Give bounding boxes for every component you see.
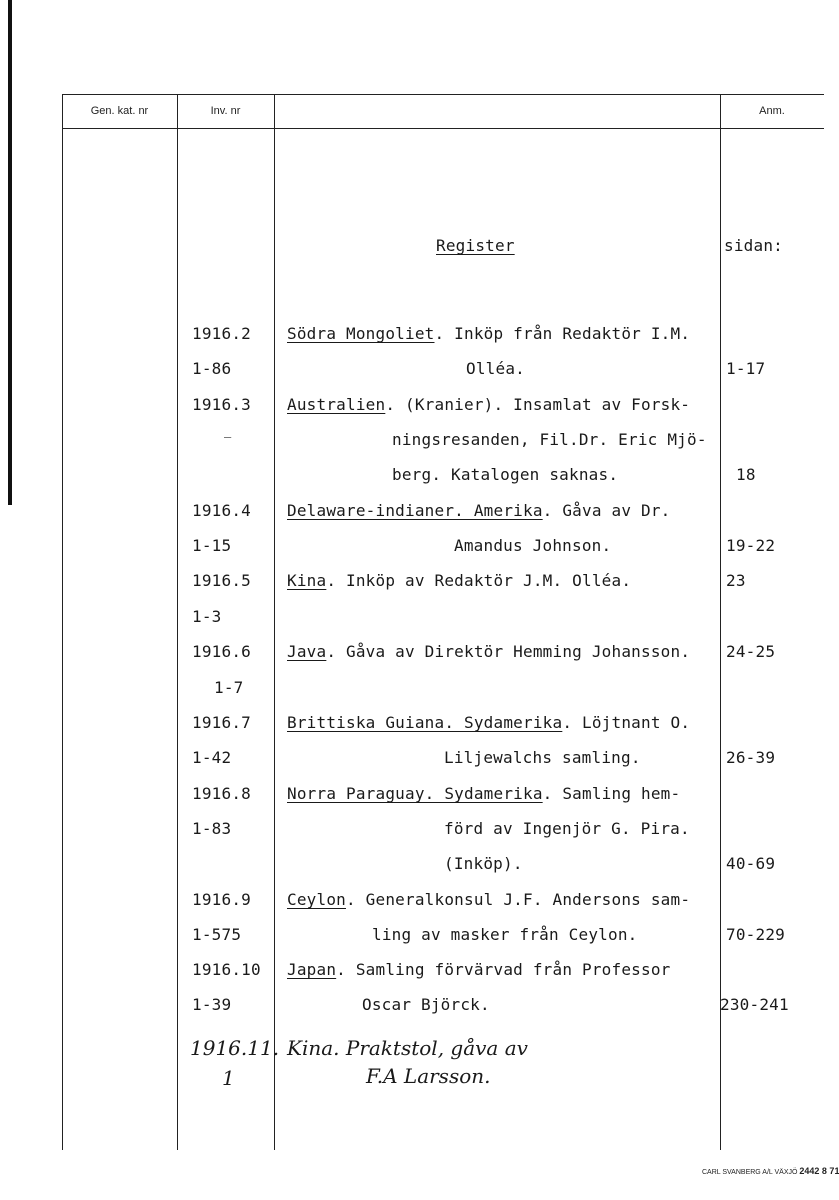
header-anm: Anm. [759, 105, 785, 117]
entry-7-pages: 40-69 [726, 854, 776, 873]
handwritten-line2: F.A Larsson. [366, 1064, 491, 1088]
entry-3-line1-rest: . Gåva av Dr. [542, 501, 671, 520]
entry-8-range: 1-575 [192, 925, 242, 944]
entry-4-line1 [287, 571, 631, 590]
entry-8-line2: ling av masker från Ceylon. [372, 925, 638, 944]
entry-2-name: Australien [287, 395, 386, 414]
entry-4-line1-rest: . Inköp av Redaktör J.M. Olléa. [326, 571, 632, 590]
handwritten-line1: Kina. Praktstol, gåva av [287, 1036, 528, 1060]
entry-1-name: Södra Mongoliet [287, 324, 435, 343]
entry-2-line1 [287, 395, 690, 414]
footer-printer: CARL SVANBERG A/L VÄXJÖ [702, 1169, 798, 1176]
entry-8-pages: 70-229 [726, 925, 785, 944]
entry-6-year: 1916.7 [192, 713, 251, 732]
entry-7-range: 1-83 [192, 819, 232, 838]
handwritten-year: 1916.11. [190, 1036, 280, 1060]
entry-9-year: 1916.10 [192, 960, 261, 979]
header-inv-nr: Inv. nr [210, 105, 241, 117]
entry-2-range: — [224, 430, 232, 444]
entry-4-year: 1916.5 [192, 571, 251, 590]
entry-4-name: Kina [287, 571, 327, 590]
entry-2-line1-rest: . (Kranier). Insamlat av Forsk- [385, 395, 691, 414]
col-divider-desc-anm [720, 94, 721, 1150]
entry-1-year: 1916.2 [192, 324, 251, 343]
entry-5-pages: 24-25 [726, 642, 776, 661]
entry-5-year: 1916.6 [192, 642, 251, 661]
entry-9-pages: 230-241 [720, 995, 789, 1014]
entry-5-range: 1-7 [214, 678, 244, 697]
entry-3-name: Delaware-indianer. Amerika [287, 501, 543, 520]
entry-3-pages: 19-22 [726, 536, 776, 555]
entry-6-line1 [287, 713, 690, 732]
entry-1-line1-rest: . Inköp från Redaktör I.M. [434, 324, 691, 343]
entry-6-line2: Liljewalchs samling. [444, 748, 641, 767]
entry-2-line2: ningsresanden, Fil.Dr. Eric Mjö- [392, 430, 707, 449]
entry-7-year: 1916.8 [192, 784, 251, 803]
entry-8-line1 [287, 890, 690, 909]
entry-7-line3: (Inköp). [444, 854, 523, 873]
header-gen-kat-nr: Gen. kat. nr [90, 105, 149, 117]
entry-3-line2: Amandus Johnson. [454, 536, 612, 555]
entry-9-line2: Oscar Björck. [362, 995, 490, 1014]
entry-7-line2: förd av Ingenjör G. Pira. [444, 819, 690, 838]
col-divider-gen-inv [177, 94, 178, 1150]
scan-edge-bar [8, 0, 12, 505]
register-title: Register [436, 236, 515, 255]
entry-9-line1-rest: . Samling förvärvad från Professor [336, 960, 671, 979]
entry-8-line1-rest: . Generalkonsul J.F. Andersons sam- [346, 890, 691, 909]
entry-9-line1 [287, 960, 671, 979]
entry-7-line1 [287, 784, 680, 803]
entry-4-pages: 23 [726, 571, 746, 590]
col-divider-inv-desc [274, 94, 275, 1150]
entry-3-range: 1-15 [192, 536, 232, 555]
entry-3-year: 1916.4 [192, 501, 251, 520]
entry-5-line1 [287, 642, 690, 661]
entry-7-name: Norra Paraguay. Sydamerika [287, 784, 543, 803]
entry-9-range: 1-39 [192, 995, 232, 1014]
printer-footer [702, 1166, 839, 1176]
entry-6-line1-rest: . Löjtnant O. [562, 713, 691, 732]
footer-code: 2442 8 71 [799, 1166, 839, 1176]
page-column-heading: sidan: [724, 236, 783, 255]
entry-6-pages: 26-39 [726, 748, 776, 767]
entry-6-name: Brittiska Guiana. Sydamerika [287, 713, 563, 732]
entry-1-line2: Olléa. [466, 359, 525, 378]
entry-5-name: Java [287, 642, 327, 661]
entry-2-pages: 18 [736, 465, 756, 484]
handwritten-range: 1 [222, 1066, 235, 1090]
entry-3-line1 [287, 501, 670, 520]
entry-2-year: 1916.3 [192, 395, 251, 414]
entry-5-line1-rest: . Gåva av Direktör Hemming Johansson. [326, 642, 691, 661]
entry-4-range: 1-3 [192, 607, 222, 626]
entry-8-name: Ceylon [287, 890, 346, 909]
entry-7-line1-rest: . Samling hem- [542, 784, 681, 803]
entry-6-range: 1-42 [192, 748, 232, 767]
entry-1-line1 [287, 324, 690, 343]
entry-1-pages: 1-17 [726, 359, 766, 378]
entry-9-name: Japan [287, 960, 337, 979]
entry-8-year: 1916.9 [192, 890, 251, 909]
col-divider-left [62, 94, 63, 1150]
entry-2-line3: berg. Katalogen saknas. [392, 465, 619, 484]
entry-1-range: 1-86 [192, 359, 232, 378]
